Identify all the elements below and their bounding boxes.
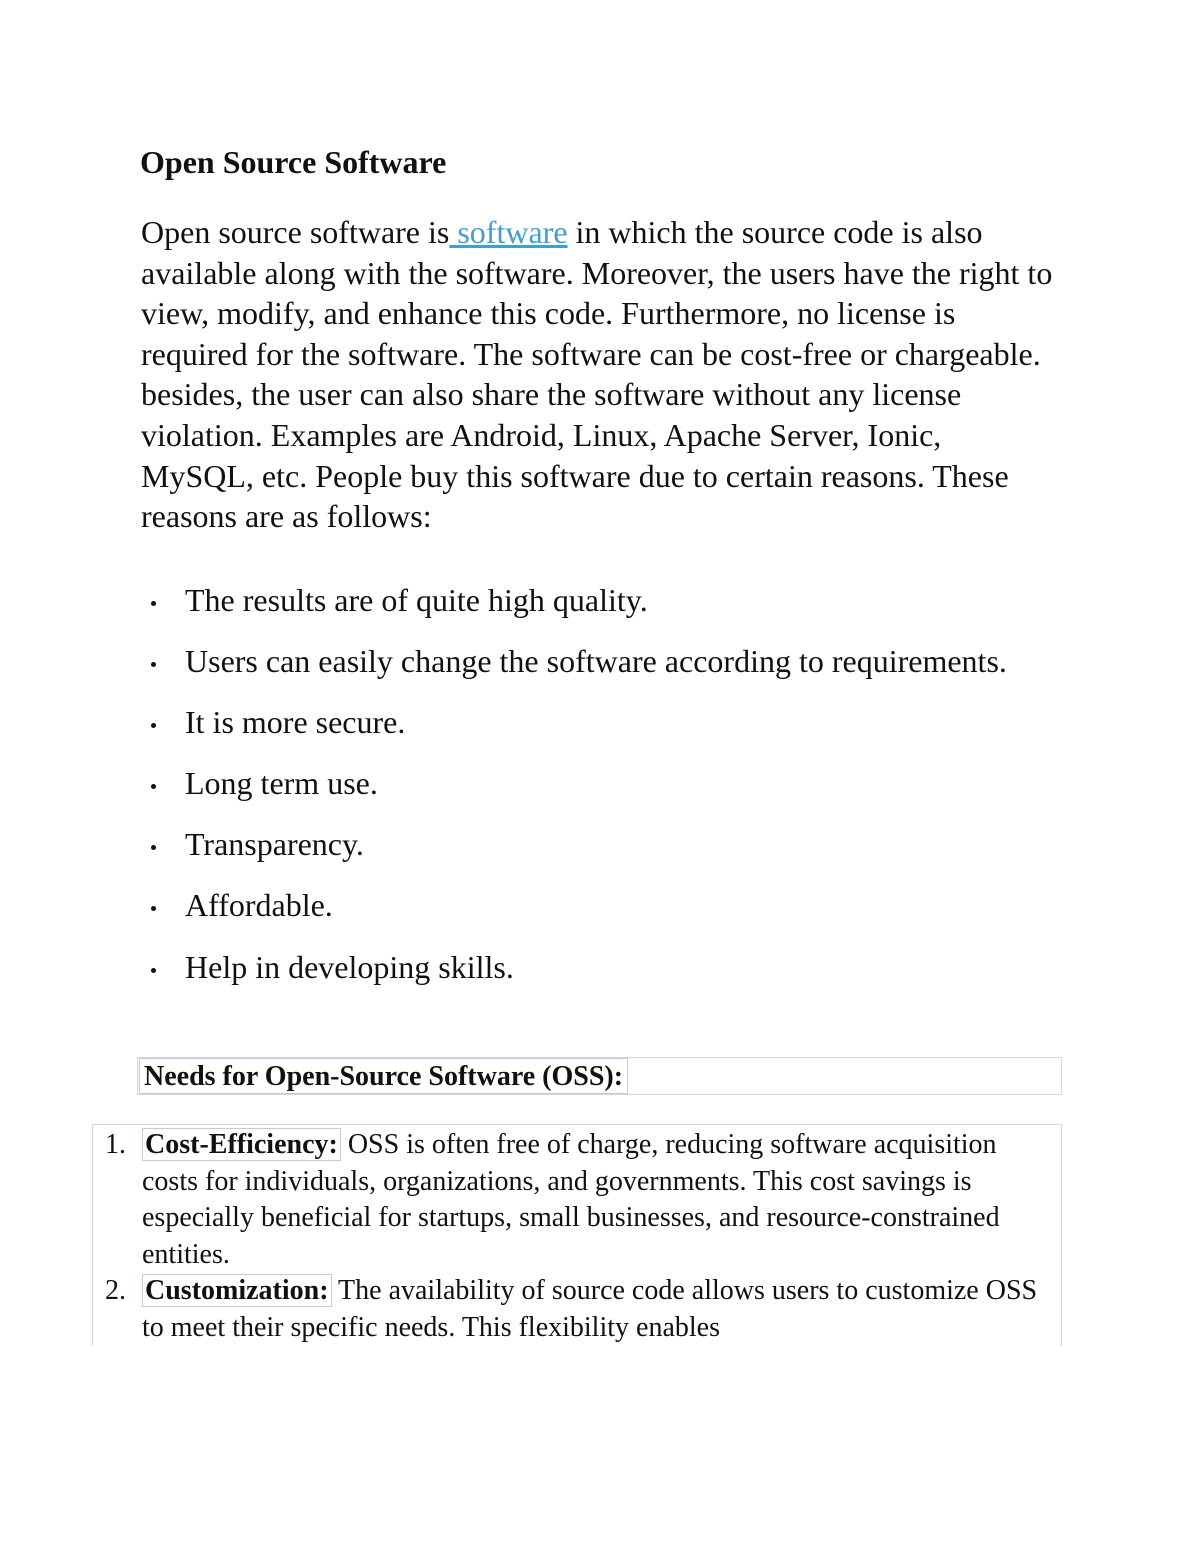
needs-heading: Needs for Open-Source Software (OSS): [139, 1058, 628, 1094]
page-bottom-margin [0, 1346, 1200, 1553]
list-number: 2. [105, 1275, 126, 1306]
need-text: The availability of source code allows users to customize OSS to meet their specific needs. This flexibility enables [142, 1275, 1038, 1343]
list-item: The results are of quite high quality. [140, 580, 1020, 621]
need-text: OSS is often free of charge, reducing software acquisition costs for individuals, organizations, and governments. This cost savings is especially beneficial for startups, small businesses, and resource-constrained entities. [142, 1129, 1000, 1270]
list-item: Users can easily change the software according to requirements. [140, 641, 1020, 682]
intro-text-before-link: Open source software is [141, 214, 450, 250]
intro-paragraph [141, 212, 1061, 537]
software-link[interactable]: software [449, 214, 568, 250]
page-title: Open Source Software [140, 144, 447, 180]
list-item: Transparency. [140, 824, 1020, 865]
reasons-list [140, 580, 1020, 1008]
need-term: Customization: [142, 1274, 332, 1307]
list-item: Help in developing skills. [140, 947, 1020, 988]
list-item [105, 1273, 1047, 1346]
list-item: It is more secure. [140, 702, 1020, 743]
list-number: 1. [105, 1129, 126, 1160]
intro-text-after-link: in which the source code is also available along with the software. Moreover, the users have the right to view, modify, and enhance this code. Furthermore, no license is required for the software. The software can be cost-free or chargeable. besides, the user can also share the software without any license violation. Examples are Android, Linux, Apache Server, Ionic, MySQL, etc. People buy this software due to certain reasons. These reasons are as follows: [141, 214, 1053, 535]
list-item [105, 1127, 1047, 1273]
list-item: Long term use. [140, 763, 1020, 804]
need-term: Cost-Efficiency: [142, 1128, 341, 1161]
list-item: Affordable. [140, 885, 1020, 926]
needs-list [105, 1127, 1047, 1346]
